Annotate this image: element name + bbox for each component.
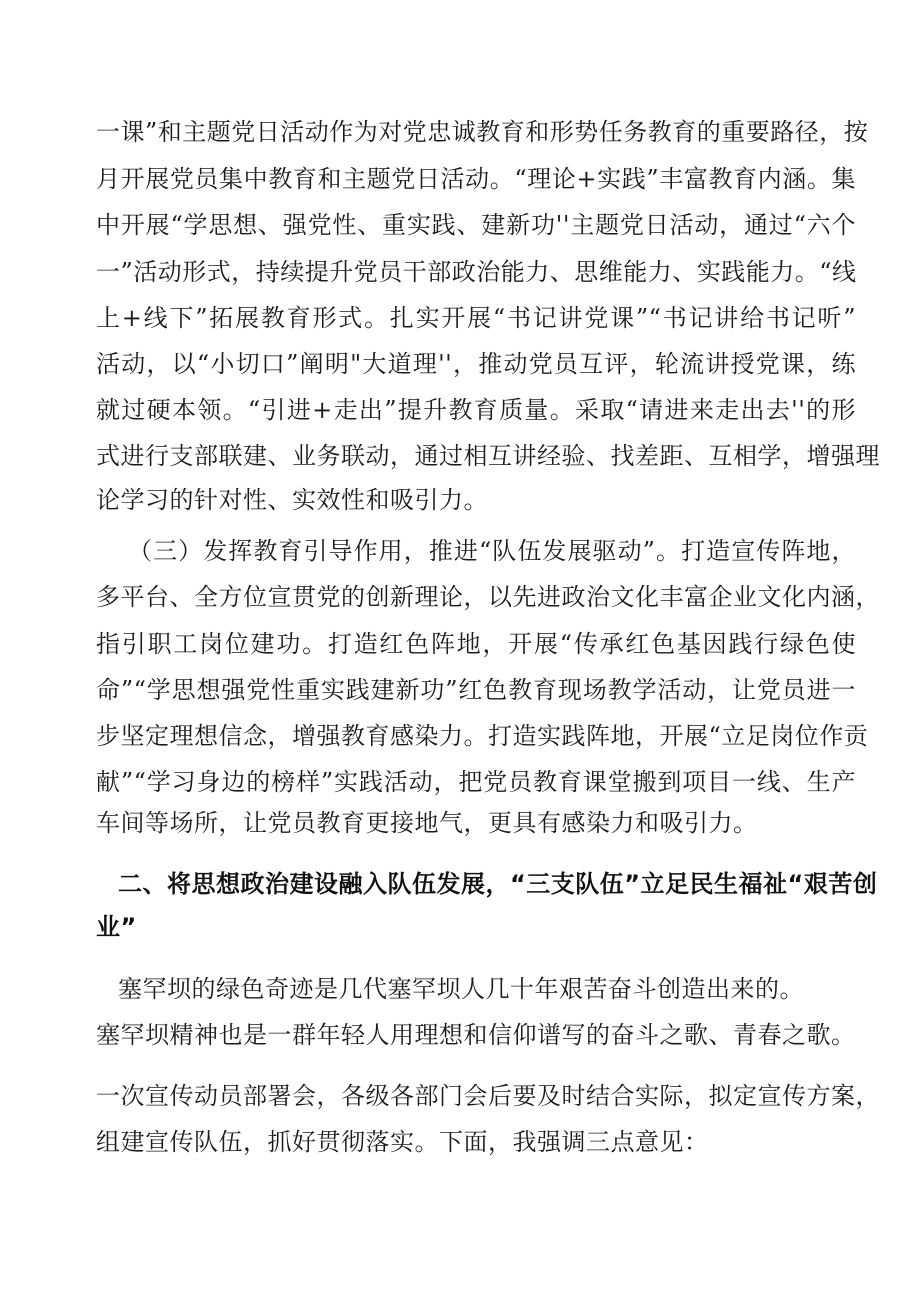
text-line: 一”活动形式，持续提升党员干部政治能力、思维能力、实践能力。“线 (96, 258, 857, 286)
text-line: 多平台、全方位宣贯党的创新理论，以先进政治文化丰富企业文化内涵， (96, 583, 880, 611)
text-line: （三）发挥教育引导作用，推进“队伍发展驱动”。打造宣传阵地， (128, 537, 856, 565)
text-line: 式进行支部联建、业务联动，通过相互讲经验、找差距、互相学，增强理 (96, 442, 880, 470)
text-line: 车间等场所，让党员教育更接地气，更具有感染力和吸引力。 (96, 809, 758, 837)
text-line: 命”“学思想强党性重实践建新功”红色教育现场教学活动，让党员进一 (96, 676, 856, 704)
text-line: 组建宣传队伍，抓好贯彻落实。下面，我强调三点意见： (96, 1128, 709, 1156)
text-line: 指引职工岗位建功。打造红色阵地，开展“传承红色基因践行绿色使 (96, 630, 856, 658)
text-line: 献”“学习身边的榜样”实践活动，把党员教育课堂搬到项目一线、生产 (96, 768, 856, 796)
heading-line: 二、将思想政治建设融入队伍发展，“三支队伍”立足民生福祉“艰苦创 (118, 870, 878, 898)
text-line: 中开展“学思想、强党性、重实践、建新功''主题党日活动，通过“六个 (96, 211, 856, 239)
text-line: 月开展党员集中教育和主题党日活动。“理论+实践”丰富教育内涵。集 (96, 165, 856, 193)
text-line: 论学习的针对性、实效性和吸引力。 (96, 486, 488, 514)
text-line: 活动，以“小切口”阐明"大道理''，推动党员互评，轮流讲授党课，练 (96, 350, 856, 378)
text-line: 上+线下”拓展教育形式。扎实开展“书记讲党课”“书记讲给书记听” (96, 304, 856, 332)
text-line: 就过硬本领。“引进+走出”提升教育质量。采取“请进来走出去''的形 (96, 396, 856, 424)
text-line: 一次宣传动员部署会，各级各部门会后要及时结合实际，拟定宣传方案， (96, 1082, 880, 1110)
text-line: 塞罕坝的绿色奇迹是几代塞罕坝人几十年艰苦奋斗创造出来的。 (118, 975, 804, 1003)
text-line: 步坚定理想信念，增强教育感染力。打造实践阵地，开展“立足岗位作贡 (96, 722, 869, 750)
text-line: 一课”和主题党日活动作为对党忠诚教育和形势任务教育的重要路径，按 (96, 118, 869, 146)
text-line: 塞罕坝精神也是一群年轻人用理想和信仰谱写的奋斗之歌、青春之歌。 (96, 1021, 856, 1049)
heading-line: 业” (96, 913, 137, 941)
